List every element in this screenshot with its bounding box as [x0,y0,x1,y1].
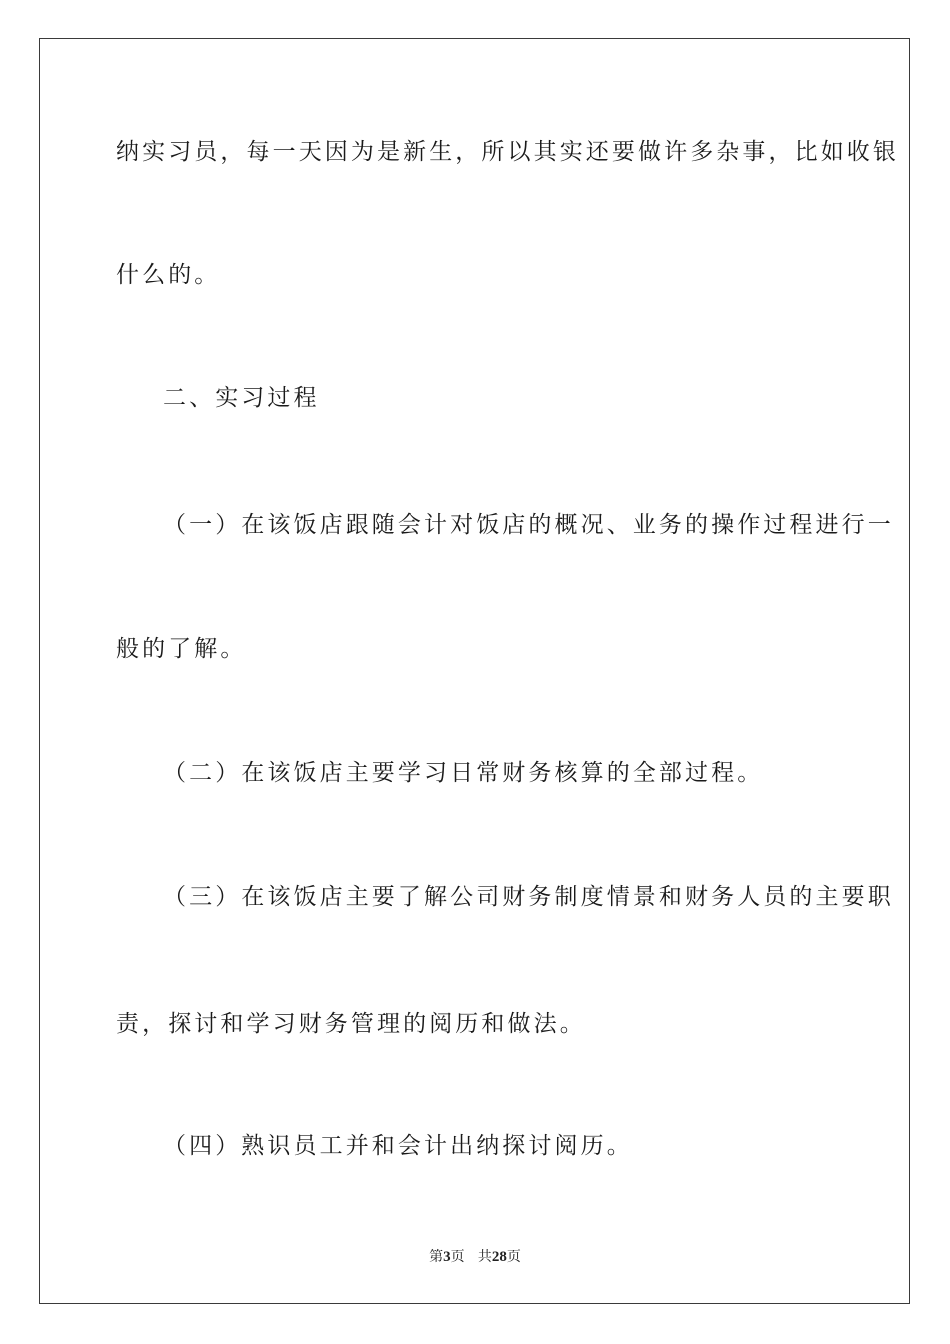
page-footer [0,1247,950,1267]
list-item-3-line-1: （三）在该饭店主要了解公司财务制度情景和财务人员的主要职 [163,884,894,910]
list-item-1-line-2: 般的了解。 [116,636,247,662]
section-heading: 二、实习过程 [163,385,320,411]
page-border [39,38,910,1304]
page-prefix: 第 [429,1249,444,1265]
body-text-line-2: 什么的。 [116,262,221,288]
total-suffix: 页 [506,1249,521,1265]
page-suffix: 页 [450,1249,465,1265]
current-page-number: 3 [443,1249,451,1265]
list-item-3-line-2: 责，探讨和学习财务管理的阅历和做法。 [116,1011,586,1037]
body-text-line-1: 纳实习员，每一天因为是新生，所以其实还要做许多杂事，比如收银 [116,139,899,165]
total-pages-number: 28 [491,1249,507,1265]
total-prefix: 共 [477,1249,492,1265]
list-item-4: （四）熟识员工并和会计出纳探讨阅历。 [163,1133,633,1159]
list-item-2: （二）在该饭店主要学习日常财务核算的全部过程。 [163,760,764,786]
list-item-1-line-1: （一）在该饭店跟随会计对饭店的概况、业务的操作过程进行一 [163,512,894,538]
